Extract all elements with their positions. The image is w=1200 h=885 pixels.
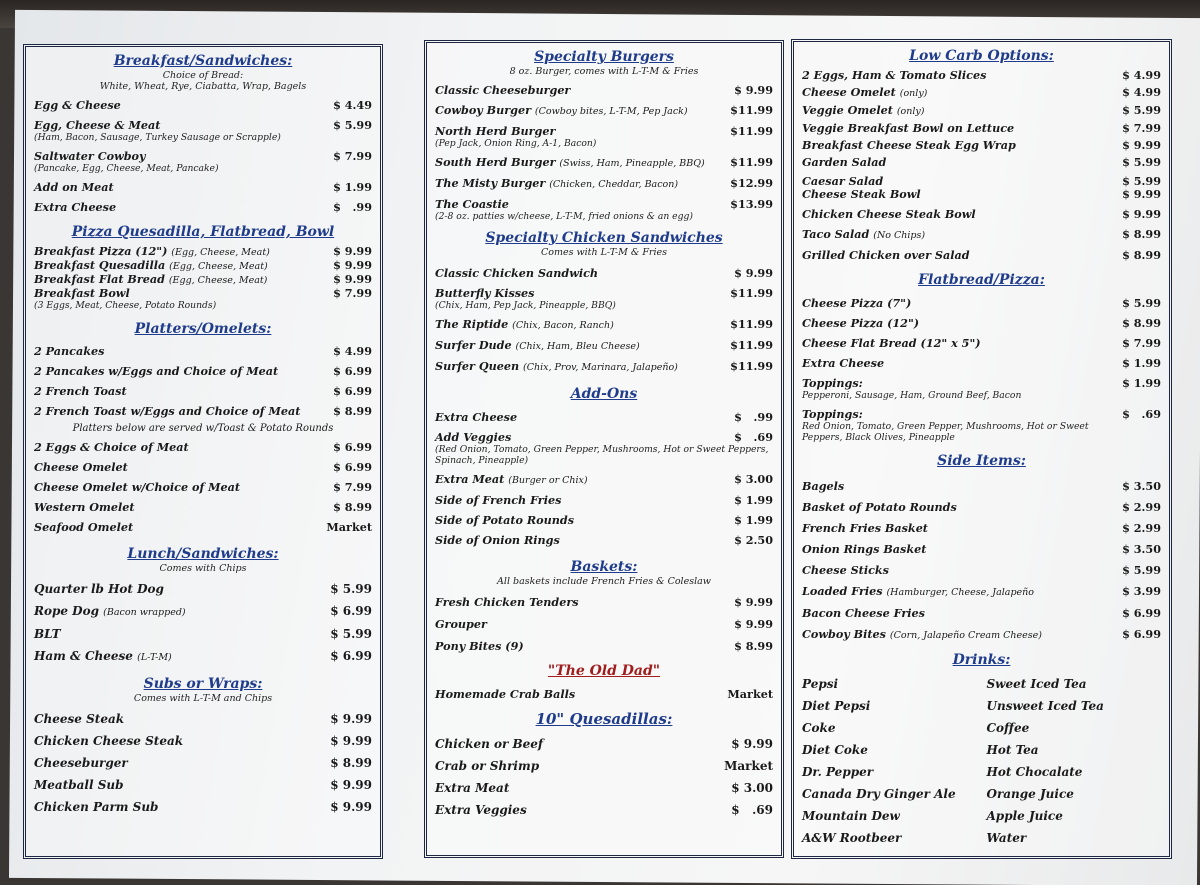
- section-title-addons: Add-Ons: [570, 386, 638, 402]
- section-title-breakfast: Breakfast/Sandwiches:: [113, 53, 293, 69]
- drink-item: Hot Chocalate: [986, 765, 1083, 779]
- menu-item: Cheese Pizza (7") $ 5.99: [802, 296, 1161, 310]
- drink-item: Canada Dry Ginger Ale: [802, 787, 956, 801]
- menu-item: Breakfast Flat Bread (Egg, Cheese, Meat) $ 9.99: [34, 272, 372, 286]
- menu-item: Basket of Potato Rounds $ 2.99: [802, 500, 1161, 514]
- section-note: Choice of Bread:: [162, 70, 244, 81]
- section-title-low-carb: Low Carb Options:: [909, 48, 1054, 64]
- section-title-baskets: Baskets:: [570, 559, 638, 575]
- menu-item: Surfer Queen (Chix, Prov, Marinara, Jalapeño) $11.99: [435, 359, 773, 373]
- item-description: (Pancake, Egg, Cheese, Meat, Pancake): [34, 163, 219, 174]
- menu-item: Chicken Parm Sub $ 9.99: [34, 800, 372, 814]
- menu-item: Bacon Cheese Fries $ 6.99: [802, 606, 1161, 620]
- menu-item: 2 Pancakes $ 4.99: [34, 344, 372, 358]
- menu-item: French Fries Basket $ 2.99: [802, 521, 1161, 535]
- menu-item: Onion Rings Basket $ 3.50: [802, 542, 1161, 556]
- menu-item: Homemade Crab Balls Market: [435, 687, 773, 701]
- section-note: All baskets include French Fries & Coleslaw: [497, 576, 711, 587]
- menu-item: Cheese Sticks $ 5.99: [802, 563, 1161, 577]
- menu-item: Cowboy Bites (Corn, Jalapeño Cream Cheese) $ 6.99: [802, 627, 1161, 641]
- menu-item: Cheese Omelet $ 6.99: [34, 460, 372, 474]
- menu-item: Western Omelet $ 8.99: [34, 500, 372, 514]
- menu-item: Taco Salad (No Chips) $ 8.99: [802, 227, 1161, 241]
- drink-item: Diet Coke: [802, 743, 868, 757]
- menu-item: 2 Eggs & Choice of Meat $ 6.99: [34, 440, 372, 454]
- section-title-chicken: Specialty Chicken Sandwiches: [485, 230, 723, 246]
- menu-item: Cheeseburger $ 8.99: [34, 756, 372, 770]
- section-title-sides: Side Items:: [937, 453, 1026, 469]
- section-note: White, Wheat, Rye, Ciabatta, Wrap, Bagels: [99, 81, 307, 92]
- menu-item: Saltwater Cowboy $ 7.99: [34, 149, 372, 163]
- section-title-flatbread: Flatbread/Pizza:: [918, 272, 1045, 288]
- drink-item: Diet Pepsi: [802, 699, 871, 713]
- drink-item: Orange Juice: [986, 787, 1074, 801]
- menu-item: Cheese Flat Bread (12" x 5") $ 7.99: [802, 336, 1161, 350]
- drink-item: Dr. Pepper: [802, 765, 874, 779]
- menu-item: Toppings: $ 1.99: [802, 376, 1161, 390]
- item-description: (Pep Jack, Onion Ring, A-1, Bacon): [435, 138, 597, 149]
- item-description: (Ham, Bacon, Sausage, Turkey Sausage or Scrapple): [34, 132, 281, 143]
- menu-item: Egg, Cheese & Meat $ 5.99: [34, 118, 372, 132]
- menu-item: Ham & Cheese (L-T-M) $ 6.99: [34, 649, 372, 663]
- menu-column-3: [791, 39, 1172, 859]
- menu-item: Butterfly Kisses $11.99: [435, 286, 773, 300]
- menu-item: The Coastie $13.99: [435, 197, 773, 211]
- section-title-quesadillas: 10" Quesadillas:: [535, 710, 673, 728]
- section-note: Comes with L-T-M & Fries: [540, 247, 668, 258]
- menu-item: Bagels $ 3.50: [802, 479, 1161, 493]
- item-description: (Chix, Ham, Pep Jack, Pineapple, BBQ): [435, 300, 616, 311]
- menu-item: Breakfast Pizza (12") (Egg, Cheese, Meat) $ 9.99: [34, 244, 372, 258]
- menu-item: North Herd Burger $11.99: [435, 124, 773, 138]
- drink-item: A&W Rootbeer: [802, 831, 902, 845]
- menu-item: Cheese Steak Bowl $ 9.99: [802, 187, 1161, 201]
- menu-item: Grouper $ 9.99: [435, 617, 773, 631]
- menu-item: Extra Veggies $ .69: [435, 803, 773, 817]
- drink-item: Apple Juice: [986, 809, 1063, 823]
- section-title-pizza: Pizza Quesadilla, Flatbread, Bowl: [71, 224, 335, 240]
- menu-item: BLT $ 5.99: [34, 627, 372, 641]
- menu-item: Chicken Cheese Steak Bowl $ 9.99: [802, 207, 1161, 221]
- drink-item: Mountain Dew: [802, 809, 900, 823]
- menu-item: Veggie Breakfast Bowl on Lettuce $ 7.99: [802, 121, 1161, 135]
- drink-item: Unsweet Iced Tea: [986, 699, 1104, 713]
- menu-item: Pony Bites (9) $ 8.99: [435, 639, 773, 653]
- section-title-burgers: Specialty Burgers: [534, 49, 674, 65]
- menu-item: Extra Cheese $ .99: [435, 410, 773, 424]
- menu-item: Breakfast Bowl $ 7.99: [34, 286, 372, 300]
- drink-item: Sweet Iced Tea: [986, 677, 1087, 691]
- menu-item: Extra Cheese $ .99: [34, 200, 372, 214]
- menu-item: 2 Pancakes w/Eggs and Choice of Meat $ 6.99: [34, 364, 372, 378]
- section-title-drinks: Drinks:: [952, 652, 1011, 668]
- menu-item: Cowboy Burger (Cowboy bites, L-T-M, Pep Jack) $11.99: [435, 103, 773, 117]
- drinks-list: [802, 677, 1161, 845]
- menu-item: Classic Cheeseburger $ 9.99: [435, 83, 773, 97]
- item-description: (2-8 oz. patties w/cheese, L-T-M, fried onions & an egg): [435, 211, 693, 222]
- menu-column-2: [424, 40, 784, 858]
- menu-item: Chicken Cheese Steak $ 9.99: [34, 734, 372, 748]
- section-note: Comes with L-T-M and Chips: [133, 693, 273, 704]
- drink-item: Pepsi: [802, 677, 839, 691]
- menu-item: Extra Cheese $ 1.99: [802, 356, 1161, 370]
- menu-item: Chicken or Beef $ 9.99: [435, 737, 773, 751]
- menu-item: Side of French Fries $ 1.99: [435, 493, 773, 507]
- menu-item: Breakfast Cheese Steak Egg Wrap $ 9.99: [802, 138, 1161, 152]
- section-title-lunch: Lunch/Sandwiches:: [127, 546, 279, 562]
- menu-item: Rope Dog (Bacon wrapped) $ 6.99: [34, 604, 372, 618]
- section-title-old-dad: "The Old Dad": [547, 663, 661, 679]
- menu-item: Caesar Salad $ 5.99: [802, 174, 1161, 188]
- menu-item: Crab or Shrimp Market: [435, 759, 773, 773]
- menu-item: Egg & Cheese $ 4.49: [34, 98, 372, 112]
- item-description: (3 Eggs, Meat, Cheese, Potato Rounds): [34, 300, 217, 311]
- menu-item: Surfer Dude (Chix, Ham, Bleu Cheese) $11.99: [435, 338, 773, 352]
- menu-item: Toppings: $ .69: [802, 407, 1161, 421]
- menu-item: 2 French Toast $ 6.99: [34, 384, 372, 398]
- menu-item: Fresh Chicken Tenders $ 9.99: [435, 595, 773, 609]
- menu-item: Classic Chicken Sandwich $ 9.99: [435, 266, 773, 280]
- menu-item: Add Veggies $ .69: [435, 430, 773, 444]
- menu-item: 2 French Toast w/Eggs and Choice of Meat $ 8.99: [34, 404, 372, 418]
- menu-item: Add on Meat $ 1.99: [34, 180, 372, 194]
- item-description: (Red Onion, Tomato, Green Pepper, Mushrooms, Hot or Sweet Peppers, Spinach, Pineapple): [435, 444, 769, 466]
- menu-item: 2 Eggs, Ham & Tomato Slices $ 4.99: [802, 68, 1161, 82]
- section-note: Comes with Chips: [159, 563, 247, 574]
- item-description: Red Onion, Tomato, Green Pepper, Mushrooms, Hot or Sweet Peppers, Black Olives, Pineapple: [802, 421, 1089, 443]
- menu-item: Extra Meat (Burger or Chix) $ 3.00: [435, 472, 773, 486]
- menu-item: Cheese Omelet w/Choice of Meat $ 7.99: [34, 480, 372, 494]
- drink-item: Coffee: [986, 721, 1030, 735]
- menu-item: Extra Meat $ 3.00: [435, 781, 773, 795]
- menu-item: Meatball Sub $ 9.99: [34, 778, 372, 792]
- drink-item: Water: [986, 831, 1027, 845]
- item-description: Pepperoni, Sausage, Ham, Ground Beef, Bacon: [802, 390, 1022, 401]
- menu-item: Veggie Omelet (only) $ 5.99: [802, 103, 1161, 117]
- menu-column-1: [23, 44, 383, 859]
- menu-item: The Misty Burger (Chicken, Cheddar, Bacon) $12.99: [435, 176, 773, 190]
- menu-item: Loaded Fries (Hamburger, Cheese, Jalapeño $ 3.99: [802, 584, 1161, 598]
- menu-item: Side of Onion Rings $ 2.50: [435, 533, 773, 547]
- drink-item: Coke: [802, 721, 836, 735]
- menu-item: Garden Salad $ 5.99: [802, 155, 1161, 169]
- section-note: 8 oz. Burger, comes with L-T-M & Fries: [509, 66, 699, 77]
- menu-item: The Riptide (Chix, Bacon, Ranch) $11.99: [435, 317, 773, 331]
- platters-note: Platters below are served w/Toast & Potato Rounds: [72, 423, 334, 434]
- menu-item: Grilled Chicken over Salad $ 8.99: [802, 248, 1161, 262]
- drink-item: Hot Tea: [986, 743, 1039, 757]
- menu-item: Cheese Omelet (only) $ 4.99: [802, 85, 1161, 99]
- menu-item: Breakfast Quesadilla (Egg, Cheese, Meat) $ 9.99: [34, 258, 372, 272]
- section-title-platters: Platters/Omelets:: [134, 321, 272, 337]
- menu-item: Seafood Omelet Market: [34, 520, 372, 534]
- menu-item: Side of Potato Rounds $ 1.99: [435, 513, 773, 527]
- menu-item: Cheese Steak $ 9.99: [34, 712, 372, 726]
- menu-item: Quarter lb Hot Dog $ 5.99: [34, 582, 372, 596]
- menu-item: South Herd Burger (Swiss, Ham, Pineapple, BBQ) $11.99: [435, 155, 773, 169]
- section-title-subs: Subs or Wraps:: [143, 676, 263, 692]
- menu-item: Cheese Pizza (12") $ 8.99: [802, 316, 1161, 330]
